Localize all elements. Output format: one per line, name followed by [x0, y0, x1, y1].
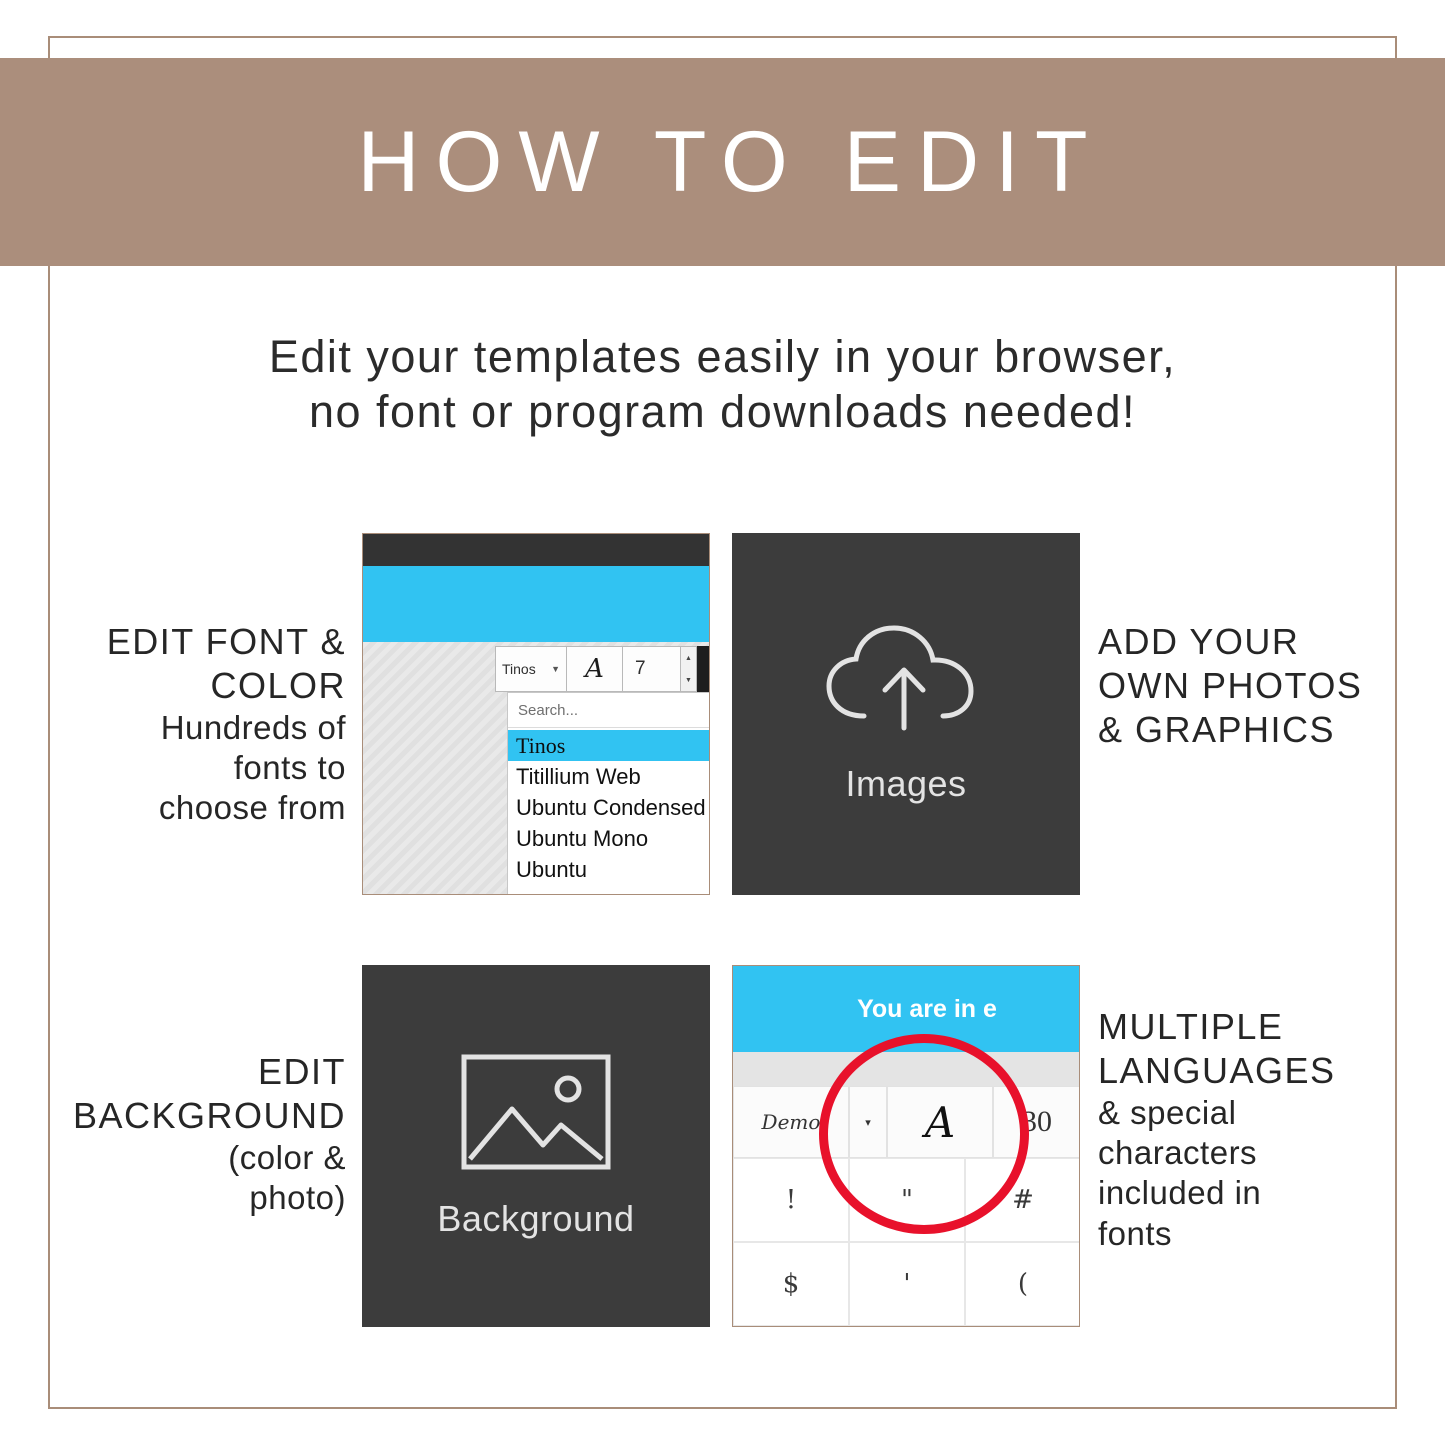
chevron-down-icon[interactable]: ▾ [849, 1086, 887, 1158]
page-title: HOW TO EDIT [357, 113, 1104, 210]
images-card[interactable] [732, 533, 1080, 895]
font-family-select[interactable] [495, 646, 567, 692]
subtitle-line-2: no font or program downloads needed! [308, 385, 1137, 437]
font-list-item-ubuntu-mono[interactable]: Ubuntu Mono [516, 825, 649, 851]
label-multiple-languages-line-1: MULTIPLE [1098, 1006, 1284, 1047]
label-multiple-languages-body-4: fonts [1098, 1214, 1173, 1252]
label-multiple-languages-line-2: LANGUAGES [1098, 1049, 1336, 1091]
glyph-cell[interactable]: ( [965, 1242, 1080, 1326]
font-list[interactable] [508, 728, 710, 885]
stepper-up-icon: ▲ [685, 654, 692, 662]
label-add-photos-line-2: OWN PHOTOS [1098, 664, 1363, 706]
chevron-down-icon: ▼ [551, 664, 560, 674]
editor-blue-band [363, 566, 710, 642]
banner [0, 58, 1445, 266]
glyph-cell[interactable]: $ [733, 1242, 849, 1326]
glyph-cell[interactable]: ! [733, 1158, 849, 1242]
font-size-input[interactable]: 7 [623, 646, 681, 692]
toolbar-edge-block [697, 646, 710, 692]
label-edit-background-body-1: (color & [228, 1138, 346, 1176]
label-add-photos-line-1: ADD YOUR [1098, 621, 1300, 662]
label-multiple-languages [1098, 1005, 1410, 1254]
font-editor-screenshot [362, 533, 710, 895]
label-multiple-languages-body-3: included in [1098, 1174, 1262, 1212]
subtitle-line-1: Edit your templates easily in your browser, [268, 331, 1177, 382]
cloud-upload-icon [821, 624, 991, 741]
font-list-item-ubuntu[interactable]: Ubuntu [516, 856, 587, 882]
label-add-photos-line-3: & GRAPHICS [1098, 708, 1336, 750]
label-edit-font-color [58, 620, 346, 829]
label-edit-font-line-1: EDIT FONT & [106, 621, 346, 662]
glyph-keyboard-screenshot [732, 965, 1080, 1327]
label-edit-font-body-2: fonts to [233, 749, 346, 787]
label-edit-background-body-2: photo) [249, 1179, 346, 1217]
glyph-cell[interactable]: " [849, 1158, 965, 1242]
glyph-preview-character: A [887, 1086, 993, 1158]
font-size-stepper[interactable] [681, 646, 697, 692]
font-list-item-titillium-web[interactable]: Titillium Web [516, 763, 641, 789]
glyph-font-row [733, 1086, 1080, 1158]
label-edit-font-line-2: COLOR [210, 664, 346, 706]
background-card[interactable] [362, 965, 710, 1327]
glyph-toolbar-strip [733, 1052, 1080, 1086]
images-card-label: Images [845, 762, 967, 804]
label-multiple-languages-body-2: characters [1098, 1134, 1258, 1172]
subtitle [90, 330, 1355, 440]
font-toolbar [495, 646, 710, 692]
label-edit-background [38, 1050, 346, 1218]
glyph-font-name[interactable]: Demo [733, 1086, 849, 1158]
label-edit-background-line-2: BACKGROUND [72, 1094, 346, 1136]
glyph-cell[interactable]: # [965, 1158, 1080, 1242]
label-multiple-languages-body-1: & special [1098, 1093, 1237, 1131]
label-edit-font-body-1: Hundreds of [160, 708, 346, 746]
background-card-label: Background [437, 1197, 635, 1239]
label-add-photos [1098, 620, 1408, 752]
font-dropdown[interactable] [507, 692, 710, 895]
font-list-item-ubuntu-condensed[interactable]: Ubuntu Condensed [516, 794, 706, 820]
glyph-grid[interactable] [733, 1158, 1080, 1327]
font-search-input[interactable]: Search... [508, 693, 710, 728]
glyph-cell[interactable]: ' [849, 1242, 965, 1326]
glyph-banner-text: You are in e [857, 994, 997, 1023]
label-edit-background-line-1: EDIT [257, 1051, 346, 1092]
font-preview-glyph: A [567, 646, 623, 692]
font-list-item-tinos[interactable]: Tinos [508, 730, 710, 761]
font-family-value: Tinos [502, 661, 536, 677]
glyph-size-value[interactable]: 30 [993, 1086, 1080, 1158]
glyph-blue-banner [733, 966, 1080, 1052]
stepper-down-icon: ▼ [685, 676, 692, 684]
editor-top-bar [363, 534, 710, 566]
label-edit-font-body-3: choose from [158, 789, 346, 827]
image-placeholder-icon [460, 1053, 612, 1176]
